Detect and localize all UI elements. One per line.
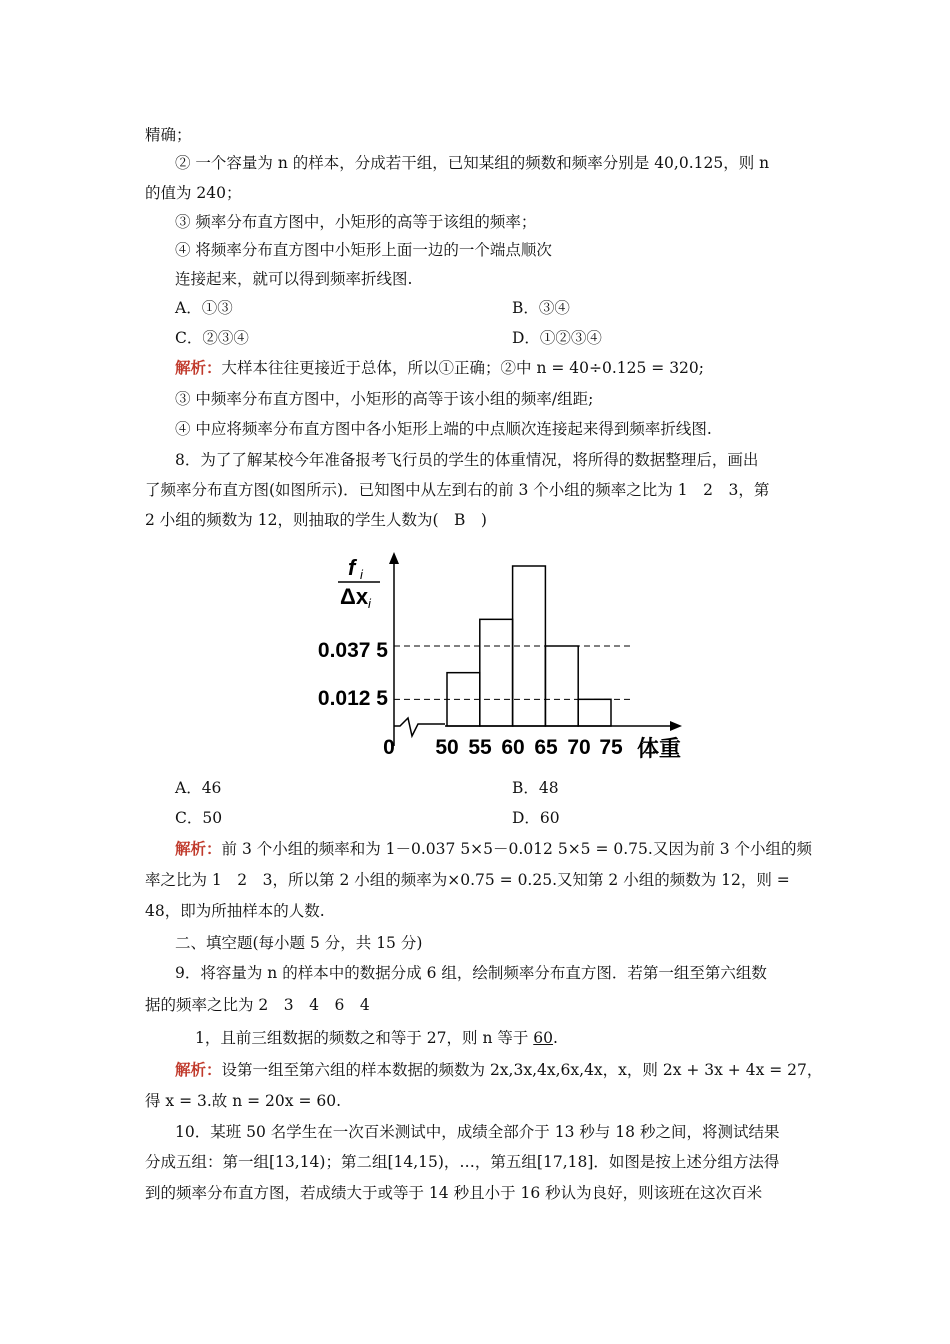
analysis-label: 解析： bbox=[175, 1060, 222, 1079]
line-1: 精确； bbox=[145, 126, 192, 144]
question-8-line-3: 2 小组的频数为 12，则抽取的学生人数为( B ) bbox=[145, 511, 487, 529]
line-5: ④ 将频率分布直方图中小矩形上面一边的一个端点顺次 bbox=[175, 241, 552, 259]
option-b-q8: B．48 bbox=[512, 779, 559, 797]
option-a-q8: A．46 bbox=[175, 779, 222, 797]
line-19: 48，即为所抽样本的人数. bbox=[145, 902, 325, 920]
x-tick-50: 50 bbox=[435, 736, 459, 759]
question-9-line-1: 9．将容量为 n 的样本中的数据分成 6 组，绘制频率分布直方图．若第一组至第六组数 bbox=[175, 964, 767, 982]
x-tick-60: 60 bbox=[501, 736, 525, 759]
line-25: 得 x = 3.故 n = 20x = 60. bbox=[145, 1092, 342, 1110]
analysis-text: 大样本往往更接近于总体，所以①正确；②中 n = 40÷0.125 = 320; bbox=[221, 359, 705, 377]
question-8-line-2: 了频率分布直方图(如图所示)．已知图中从左到右的前 3 个小组的频率之比为 1 2 3，第 bbox=[145, 481, 770, 499]
question-10-line-3: 到的频率分布直方图，若成绩大于或等于 14 秒且小于 16 秒认为良好，则该班在这次百米 bbox=[145, 1184, 763, 1202]
question-8-line-1: 8．为了了解某校今年准备报考飞行员的学生的体重情况，将所得的数据整理后，画出 bbox=[175, 451, 759, 469]
q9-text: 1，且前三组数据的频数之和等于 27，则 n 等于 bbox=[195, 1029, 534, 1047]
x-axis-label: 体重 bbox=[637, 736, 682, 761]
option-d-q7: D．①②③④ bbox=[512, 329, 602, 347]
option-b-q7: B．③④ bbox=[512, 299, 570, 317]
line-3: 的值为 240； bbox=[145, 184, 242, 202]
analysis-label: 解析： bbox=[175, 839, 222, 858]
line-2: ② 一个容量为 n 的样本，分成若干组，已知某组的频数和频率分别是 40,0.125，则 n bbox=[175, 154, 770, 172]
line-10: ③ 中频率分布直方图中，小矩形的高等于该小组的频率/组距; bbox=[175, 390, 594, 408]
question-9-line-2: 据的频率之比为 2 3 4 6 4 bbox=[145, 996, 370, 1014]
x-tick-65: 65 bbox=[534, 736, 558, 759]
y-tick-00125: 0.012 5 bbox=[317, 687, 388, 710]
x-tick-70: 70 bbox=[567, 736, 591, 759]
analysis-q7 bbox=[175, 358, 704, 378]
question-10-line-2: 分成五组：第一组[13,14)；第二组[14,15)，…，第五组[17,18]．如图是按上述分组方法得 bbox=[145, 1153, 780, 1171]
x-tick-75: 75 bbox=[599, 736, 623, 759]
option-c-q8: C．50 bbox=[175, 809, 223, 827]
analysis-text: 设第一组至第六组的样本数据的频数为 2x,3x,4x,6x,4x，x，则 2x + 3x + 4x = 27， bbox=[221, 1061, 823, 1079]
x-tick-55: 55 bbox=[468, 736, 492, 759]
ylabel-numerator-sub: i bbox=[360, 567, 363, 582]
y-axis-arrow bbox=[389, 552, 399, 564]
ylabel-denominator-sub: i bbox=[368, 596, 371, 611]
option-c-q7: C．②③④ bbox=[175, 329, 249, 347]
option-d-q8: D．60 bbox=[512, 809, 560, 827]
q9-period: . bbox=[553, 1029, 558, 1047]
analysis-q9 bbox=[175, 1060, 822, 1080]
analysis-q8 bbox=[175, 839, 812, 859]
line-6: 连接起来，就可以得到频率折线图. bbox=[175, 270, 413, 288]
question-10-line-1: 10．某班 50 名学生在一次百米测试中，成绩全部介于 13 秒与 18 秒之间，将测试结果 bbox=[175, 1123, 780, 1141]
analysis-text: 前 3 个小组的频率和为 1－0.037 5×5－0.012 5×5 = 0.75.又因为前 3 个小组的频 bbox=[221, 840, 813, 858]
q9-answer: 60 bbox=[533, 1029, 554, 1047]
question-9-line-3 bbox=[195, 1028, 558, 1048]
line-4: ③ 频率分布直方图中，小矩形的高等于该组的频率； bbox=[175, 213, 537, 231]
origin-label: 0 bbox=[383, 736, 395, 759]
option-a-q7: A．①③ bbox=[175, 299, 233, 317]
line-11: ④ 中应将频率分布直方图中各小矩形上端的中点顺次连接起来得到频率折线图. bbox=[175, 420, 712, 438]
ylabel-denominator: Δx bbox=[340, 584, 369, 609]
analysis-label: 解析： bbox=[175, 358, 222, 377]
histogram-chart bbox=[300, 548, 700, 766]
histogram-bar-70-75 bbox=[578, 699, 611, 726]
x-axis-arrow bbox=[670, 721, 682, 731]
histogram-bar-65-70 bbox=[545, 646, 578, 726]
line-18: 率之比为 1 2 3，所以第 2 小组的频率为×0.75 = 0.25.又知第 2 小组的频数为 12，则 = bbox=[145, 871, 790, 889]
axis-break bbox=[394, 718, 445, 736]
section-heading: 二、填空题(每小题 5 分，共 15 分) bbox=[175, 934, 423, 952]
y-tick-00375: 0.037 5 bbox=[317, 639, 388, 662]
ylabel-numerator: f bbox=[348, 555, 356, 580]
histogram-bar-55-60 bbox=[480, 619, 513, 726]
